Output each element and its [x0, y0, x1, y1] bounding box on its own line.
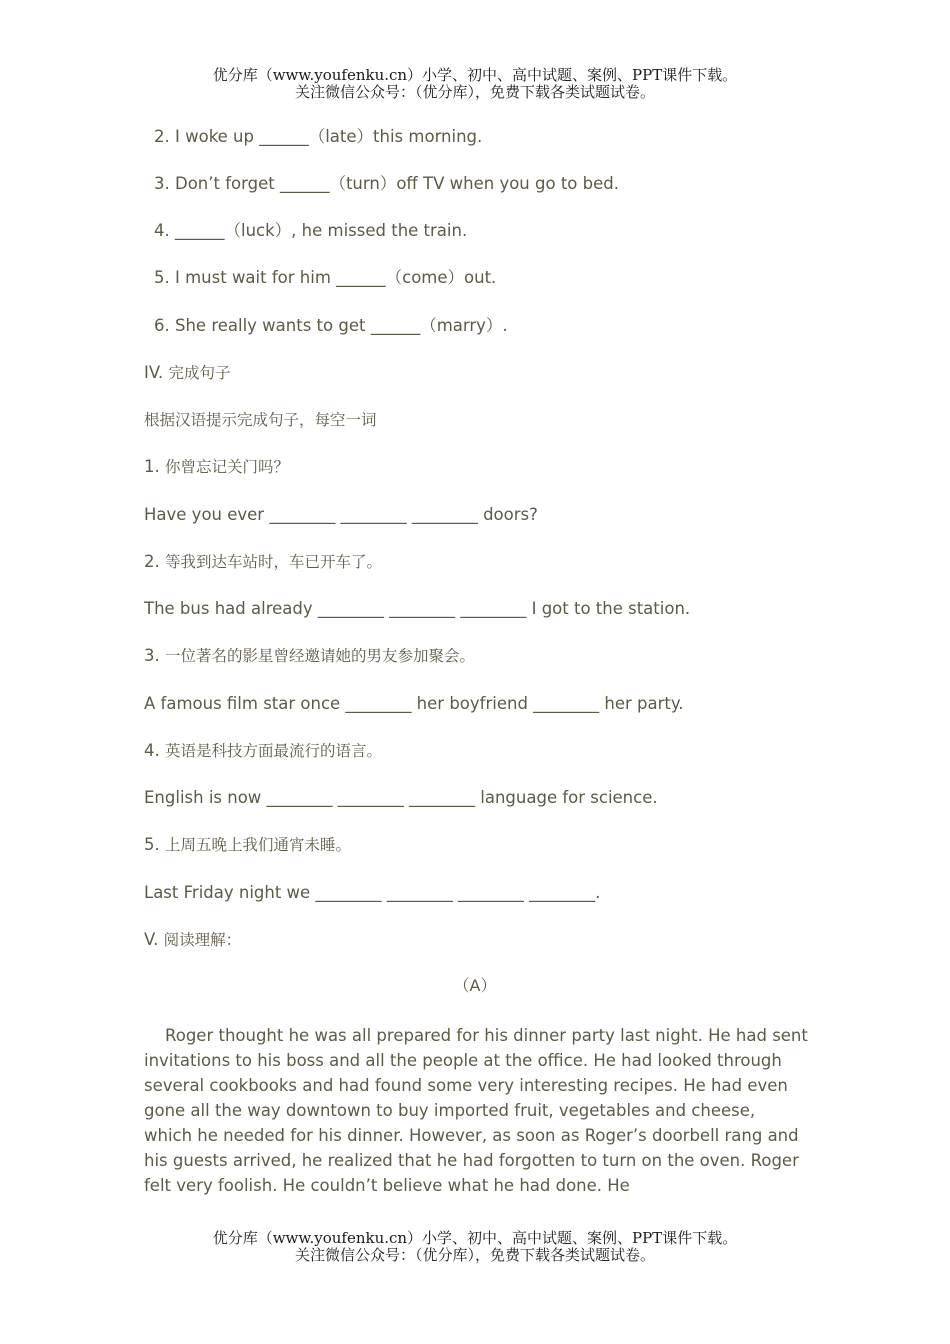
sentence-5-prompt [144, 835, 351, 855]
sentence-3-prompt [144, 646, 475, 666]
sentence-3-number: 3. [144, 646, 160, 665]
sentence-1-chinese: 你曾忘记关门吗？ [165, 458, 290, 476]
passage-label: （A） [453, 976, 497, 995]
footer-line-2: 关注微信公众号：（优分库），免费下载各类试题试卷。 [294, 1246, 655, 1264]
sentence-2-chinese: 等我到达车站时，车已开车了。 [165, 553, 383, 571]
sentence-2-english: The bus had already ________ ________ ________ I got to the station. [144, 599, 691, 618]
section-4-number: IV. [144, 363, 164, 382]
section-5-title: 阅读理解： [163, 931, 242, 949]
sentence-2-prompt [144, 552, 382, 572]
section-5-heading [144, 930, 241, 950]
page-header [0, 67, 950, 101]
page-footer [0, 1230, 950, 1264]
section-4-instruction: 根据汉语提示完成句子，每空一词 [144, 411, 377, 429]
section-4-title: 完成句子 [168, 364, 231, 382]
sentence-5-english: Last Friday night we ________ ________ ________ ________. [144, 883, 601, 902]
sentence-5-number: 5. [144, 835, 160, 854]
exercise-item-2: 2. I woke up ______（late）this morning. [154, 127, 483, 146]
reading-passage: Roger thought he was all prepared for his dinner party last night. He had sent invitations to his boss and all the people at the office. He had looked through several cookbooks and had found some very interesting recipes. He had even gone all the way downtown to buy imported fruit, vegetables and cheese, which he needed for his dinner. However, as soon as Roger’s doorbell rang and his guests arrived, he realized that he had forgotten to turn on the oven. Roger felt very foolish. He couldn’t believe what he had done. He [144, 1026, 808, 1195]
sentence-3-english: A famous film star once ________ her boyfriend ________ her party. [144, 694, 684, 713]
section-4-heading [144, 363, 231, 383]
sentence-1-english: Have you ever ________ ________ ________ doors? [144, 505, 538, 524]
sentence-4-english: English is now ________ ________ ________ language for science. [144, 788, 658, 807]
footer-line-1: 优分库（www.youfenku.cn）小学、初中、高中试题、案例、PPT课件下载。 [212, 1229, 738, 1247]
header-line-2: 关注微信公众号：（优分库），免费下载各类试题试卷。 [294, 83, 655, 101]
sentence-5-chinese: 上周五晚上我们通宵未睡。 [165, 836, 352, 854]
sentence-2-number: 2. [144, 552, 160, 571]
sentence-1-prompt [144, 457, 289, 477]
exercise-item-6: 6. She really wants to get ______（marry）. [154, 316, 508, 335]
section-5-number: V. [144, 930, 159, 949]
sentence-4-chinese: 英语是科技方面最流行的语言。 [165, 742, 383, 760]
sentence-1-number: 1. [144, 457, 160, 476]
exercise-item-5: 5. I must wait for him ______（come）out. [154, 268, 497, 287]
sentence-4-number: 4. [144, 741, 160, 760]
sentence-4-prompt [144, 741, 382, 761]
exercise-item-3: 3. Don’t forget ______（turn）off TV when you go to bed. [154, 174, 619, 193]
sentence-3-chinese: 一位著名的影星曾经邀请她的男友参加聚会。 [165, 647, 476, 665]
header-line-1: 优分库（www.youfenku.cn）小学、初中、高中试题、案例、PPT课件下载。 [212, 66, 738, 84]
exercise-item-4: 4. ______（luck）, he missed the train. [154, 221, 468, 240]
